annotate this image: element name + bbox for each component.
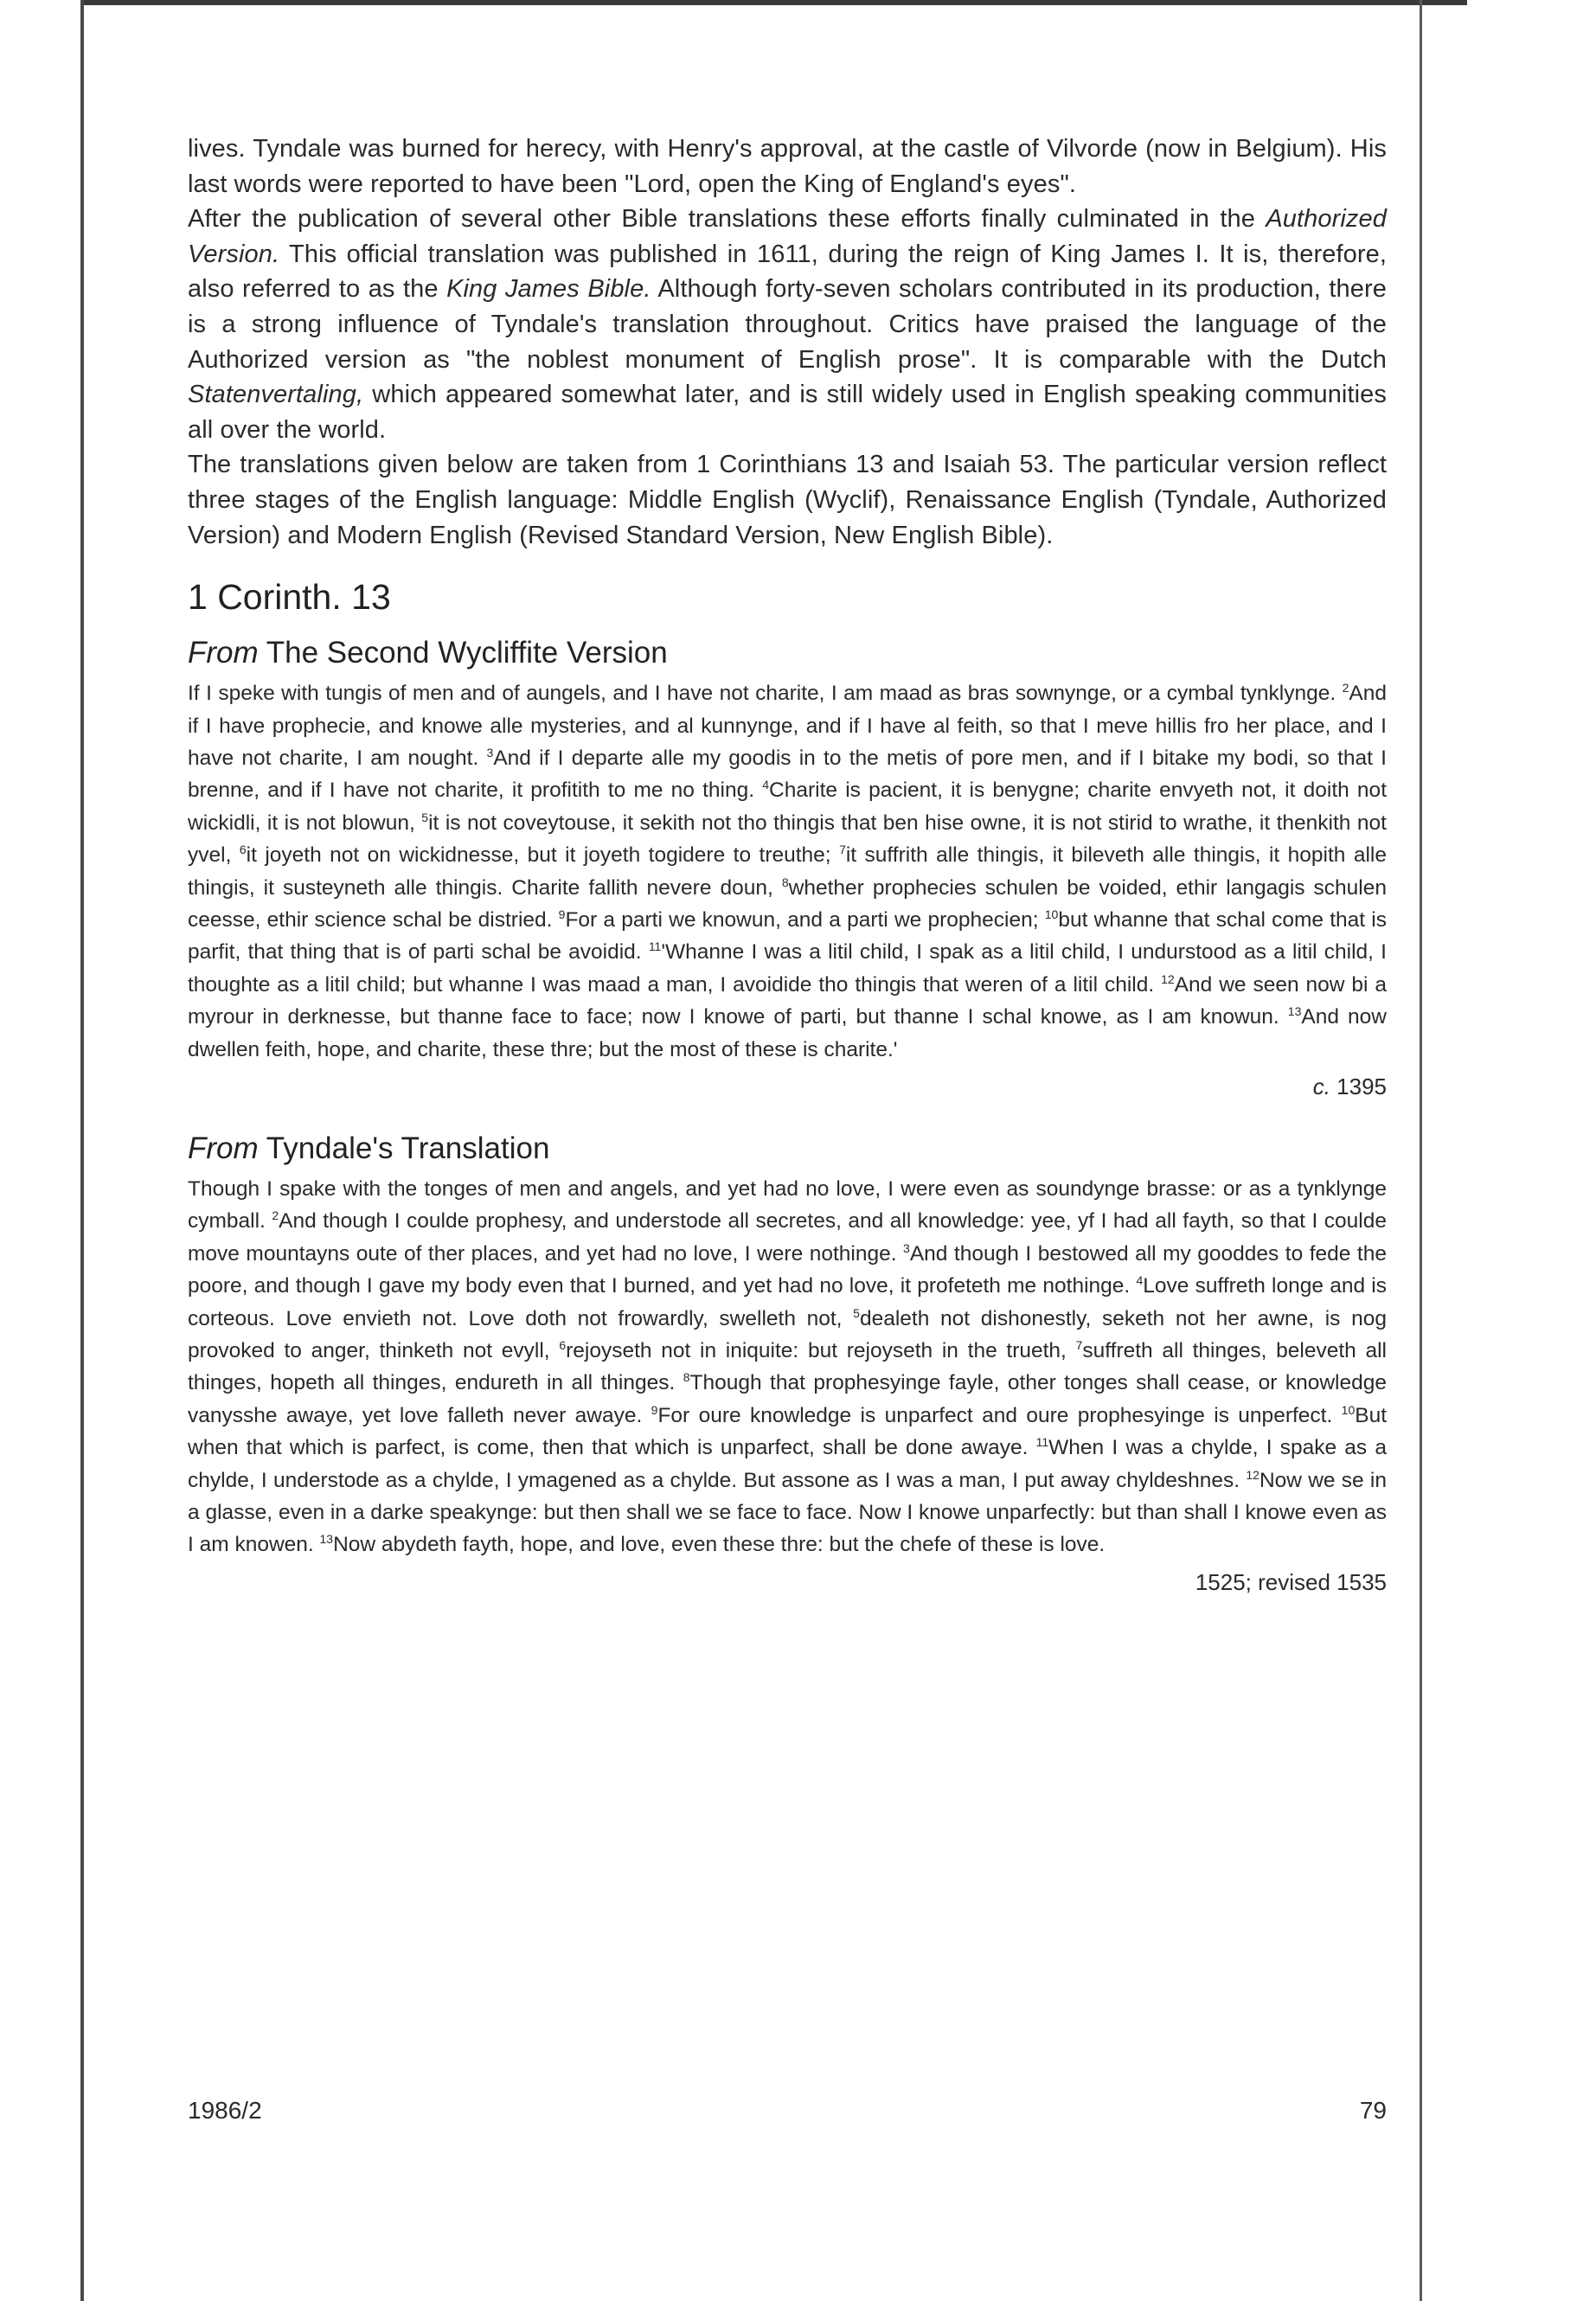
tyndale-version-block — [188, 1130, 1387, 1599]
text-run: If I speke with tungis of men and of aungels, and I have not charite, I am maad as bras sownynge, or a cymbal tynklynge. — [188, 682, 1343, 706]
verse-number: 3 — [486, 745, 494, 760]
text-run: suffreth all thinges, beleveth all thinges, hopeth all thinges, endureth in all thinges. — [188, 1339, 1387, 1395]
verse-number: 7 — [839, 843, 846, 856]
text-run: Though that prophesyinge fayle, other tonges shall cease, or knowledge vanysshe awaye, yet love falleth never awaye. — [188, 1371, 1387, 1427]
italic-text: King James Bible. — [446, 275, 651, 304]
scan-border-left — [80, 0, 84, 2301]
verse-number: 12 — [1246, 1467, 1259, 1482]
verse-number: 5 — [421, 810, 429, 824]
version-passage — [188, 677, 1387, 1066]
text-run: but whanne that schal come that is parfit, that thing that is of parti schal be avoidid. — [188, 907, 1387, 965]
text-run: Though I spake with the tonges of men and angels, and yet had no love, I were even as soundynge brasse: or as a tynklynge cymball. — [188, 1177, 1387, 1234]
intro-paragraph-2 — [188, 202, 1387, 447]
version-from-label: From — [188, 636, 259, 670]
text-run: Charite is pacient, it is benygne; charite envyeth not, it doith not wickidli, it is not blowun, — [188, 779, 1387, 835]
verse-number: 6 — [559, 1337, 567, 1352]
text-run: rejoyseth not in iniquite: but rejoyseth in the trueth, — [566, 1339, 1076, 1363]
text-run: it joyeth not on wickidnesse, but it joyeth togidere to treuthe; — [246, 843, 840, 868]
version-date — [188, 1069, 1387, 1104]
text-run: 'Whanne I was a litil child, I spak as a litil child, I undurstood as a litil child, I thoughte as a litil child; but whanne I was maad a man, I avoidide tho thingis that weren of a litil child. — [188, 940, 1387, 997]
text-run: dealeth not dishonestly, seketh not her awne, is nog provoked to anger, thinketh not evyll, — [188, 1306, 1387, 1363]
text-run: And though I coulde prophesy, and understode all secretes, and all knowledge: yee, yf I had all fayth, so that I coulde move mountayns oute of ther places, and yet had no love, I were nothinge. — [188, 1209, 1387, 1266]
date-prefix: c. — [1312, 1074, 1330, 1099]
verse-number: 13 — [319, 1532, 334, 1547]
verse-number: 4 — [1136, 1273, 1144, 1288]
version-title — [188, 634, 1387, 672]
text-run: Now abydeth fayth, hope, and love, even these thre: but the chefe of these is love. — [333, 1533, 1106, 1557]
italic-text: Statenvertaling, — [188, 381, 364, 409]
date-value: 1525; revised 1535 — [1195, 1568, 1387, 1595]
verse-number: 2 — [272, 1208, 279, 1223]
verse-number: 9 — [558, 907, 566, 921]
page-content — [188, 131, 1387, 1599]
verse-number: 4 — [762, 778, 770, 792]
verse-number: 8 — [683, 1370, 690, 1385]
version-date — [188, 1565, 1387, 1599]
verse-number: 3 — [903, 1240, 910, 1255]
scan-border-top — [83, 0, 1467, 5]
verse-number: 2 — [1342, 680, 1349, 695]
text-run: it suffrith alle thingis, it bileveth alle thingis, it hopith alle thingis, it susteyneth alle thingis. Charite fallith nevere doun, — [188, 843, 1387, 900]
text-run: This official translation was published in 1611, during the reign of King James I. It is, therefore, also referred to as the — [188, 240, 1387, 304]
verse-number: 10 — [1341, 1402, 1356, 1417]
verse-number: 9 — [651, 1402, 658, 1417]
text-run: And though I bestowed all my gooddes to fede the poore, and though I gave my body even that I burned, and yet had no love, it profeteth me nothinge. — [188, 1241, 1387, 1298]
verse-number: 12 — [1161, 971, 1175, 986]
intro-paragraph-1 — [188, 131, 1387, 202]
verse-number: 11 — [648, 939, 662, 954]
version-title — [188, 1130, 1387, 1168]
text-run: it is not coveytouse, it sekith not tho thingis that ben hise owne, it is not stirid to wrathe, it thenkith not yvel, — [188, 811, 1387, 868]
intro-text — [188, 131, 1387, 553]
text-run: And now dwellen feith, hope, and charite, these thre; but the most of these is charite.' — [188, 1005, 1387, 1061]
verse-number: 10 — [1044, 907, 1059, 921]
verse-number: 7 — [1075, 1337, 1083, 1352]
text-run: When I was a chylde, I spake as a chylde, I understode as a chylde, I ymagened as a chylde. But assone as I was a man, I put away chyldeshnes. — [188, 1436, 1387, 1492]
text-run: After the publication of several other Bible translations these efforts finally culminated in the — [188, 205, 1266, 234]
text-run: For a parti we knowun, and a parti we prophecien; — [565, 907, 1045, 932]
issue-number: 1986/2 — [188, 2097, 262, 2124]
verse-number: 13 — [1287, 1004, 1302, 1019]
verse-number: 11 — [1035, 1435, 1049, 1450]
text-run: For oure knowledge is unparfect and oure prophesyinge is unperfect. — [657, 1403, 1342, 1427]
text-run: whether prophecies schulen be voided, ethir langagis schulen ceesse, ethir science schal be distried. — [188, 875, 1387, 932]
text-run: lives. Tyndale was burned for herecy, with Henry's approval, at the castle of Vilvorde (now in Belgium). His last words were reported to have been "Lord, open the King of England's eyes". — [188, 135, 1387, 198]
version-from-label: From — [188, 1131, 259, 1165]
text-run: Although forty-seven scholars contributed in its production, there is a strong influence of Tyndale's translation throughout. Critics have praised the language of the Authorized version as "the noblest monument of English prose". It is comparable with the Dutch — [188, 275, 1387, 374]
page-number: 79 — [1359, 2097, 1387, 2124]
verse-number: 6 — [239, 843, 247, 856]
version-passage — [188, 1173, 1387, 1561]
text-run: And we seen now bi a myrour in derknesse, but thanne face to face; now I knowe of parti, but thanne I schal knowe, as I am knowun. — [188, 972, 1387, 1029]
version-title-text: Tyndale's Translation — [258, 1131, 550, 1165]
text-run: Love suffreth longe and is corteous. Love envieth not. Love doth not frowardly, swelleth not, — [188, 1274, 1387, 1330]
text-run: which appeared somewhat later, and is still widely used in English speaking communities all over the world. — [188, 381, 1387, 444]
text-run: But when that which is parfect, is come, then that which is unparfect, shall be done awaye. — [188, 1403, 1388, 1460]
text-run: The translations given below are taken from 1 Corinthians 13 and Isaiah 53. The particular version reflect three stages of the English language: Middle English (Wyclif), Renaissance English (Tyndale, Authorized Version) and Modern English (Revised Standard Version, New English Bible). — [188, 451, 1387, 549]
wycliffite-version-block — [188, 634, 1387, 1104]
text-run: And if I departe alle my goodis in to the metis of pore men, and if I bitake my bodi, so that I brenne, and if I have not charite, it profitith to me no thing. — [188, 746, 1387, 803]
section-title: 1 Corinth. 13 — [188, 577, 391, 618]
italic-text: Authorized Version. — [188, 205, 1387, 268]
text-run: And if I have prophecie, and knowe alle mysteries, and al kunnynge, and if I have al feith, so that I meve hillis fro her place, and I have not charite, I am nought. — [188, 682, 1387, 770]
intro-paragraph-3 — [188, 447, 1387, 553]
verse-number: 5 — [853, 1305, 860, 1320]
scan-border-right — [1420, 0, 1422, 2301]
date-value: 1395 — [1330, 1074, 1387, 1099]
verse-number: 8 — [781, 875, 789, 889]
version-title-text: The Second Wycliffite Version — [258, 636, 668, 670]
text-run: Now we se in a glasse, even in a darke speakynge: but then shall we se face to face. Now I knowe unparfectly: but than shall I knowe even as I am knowen. — [188, 1468, 1387, 1557]
